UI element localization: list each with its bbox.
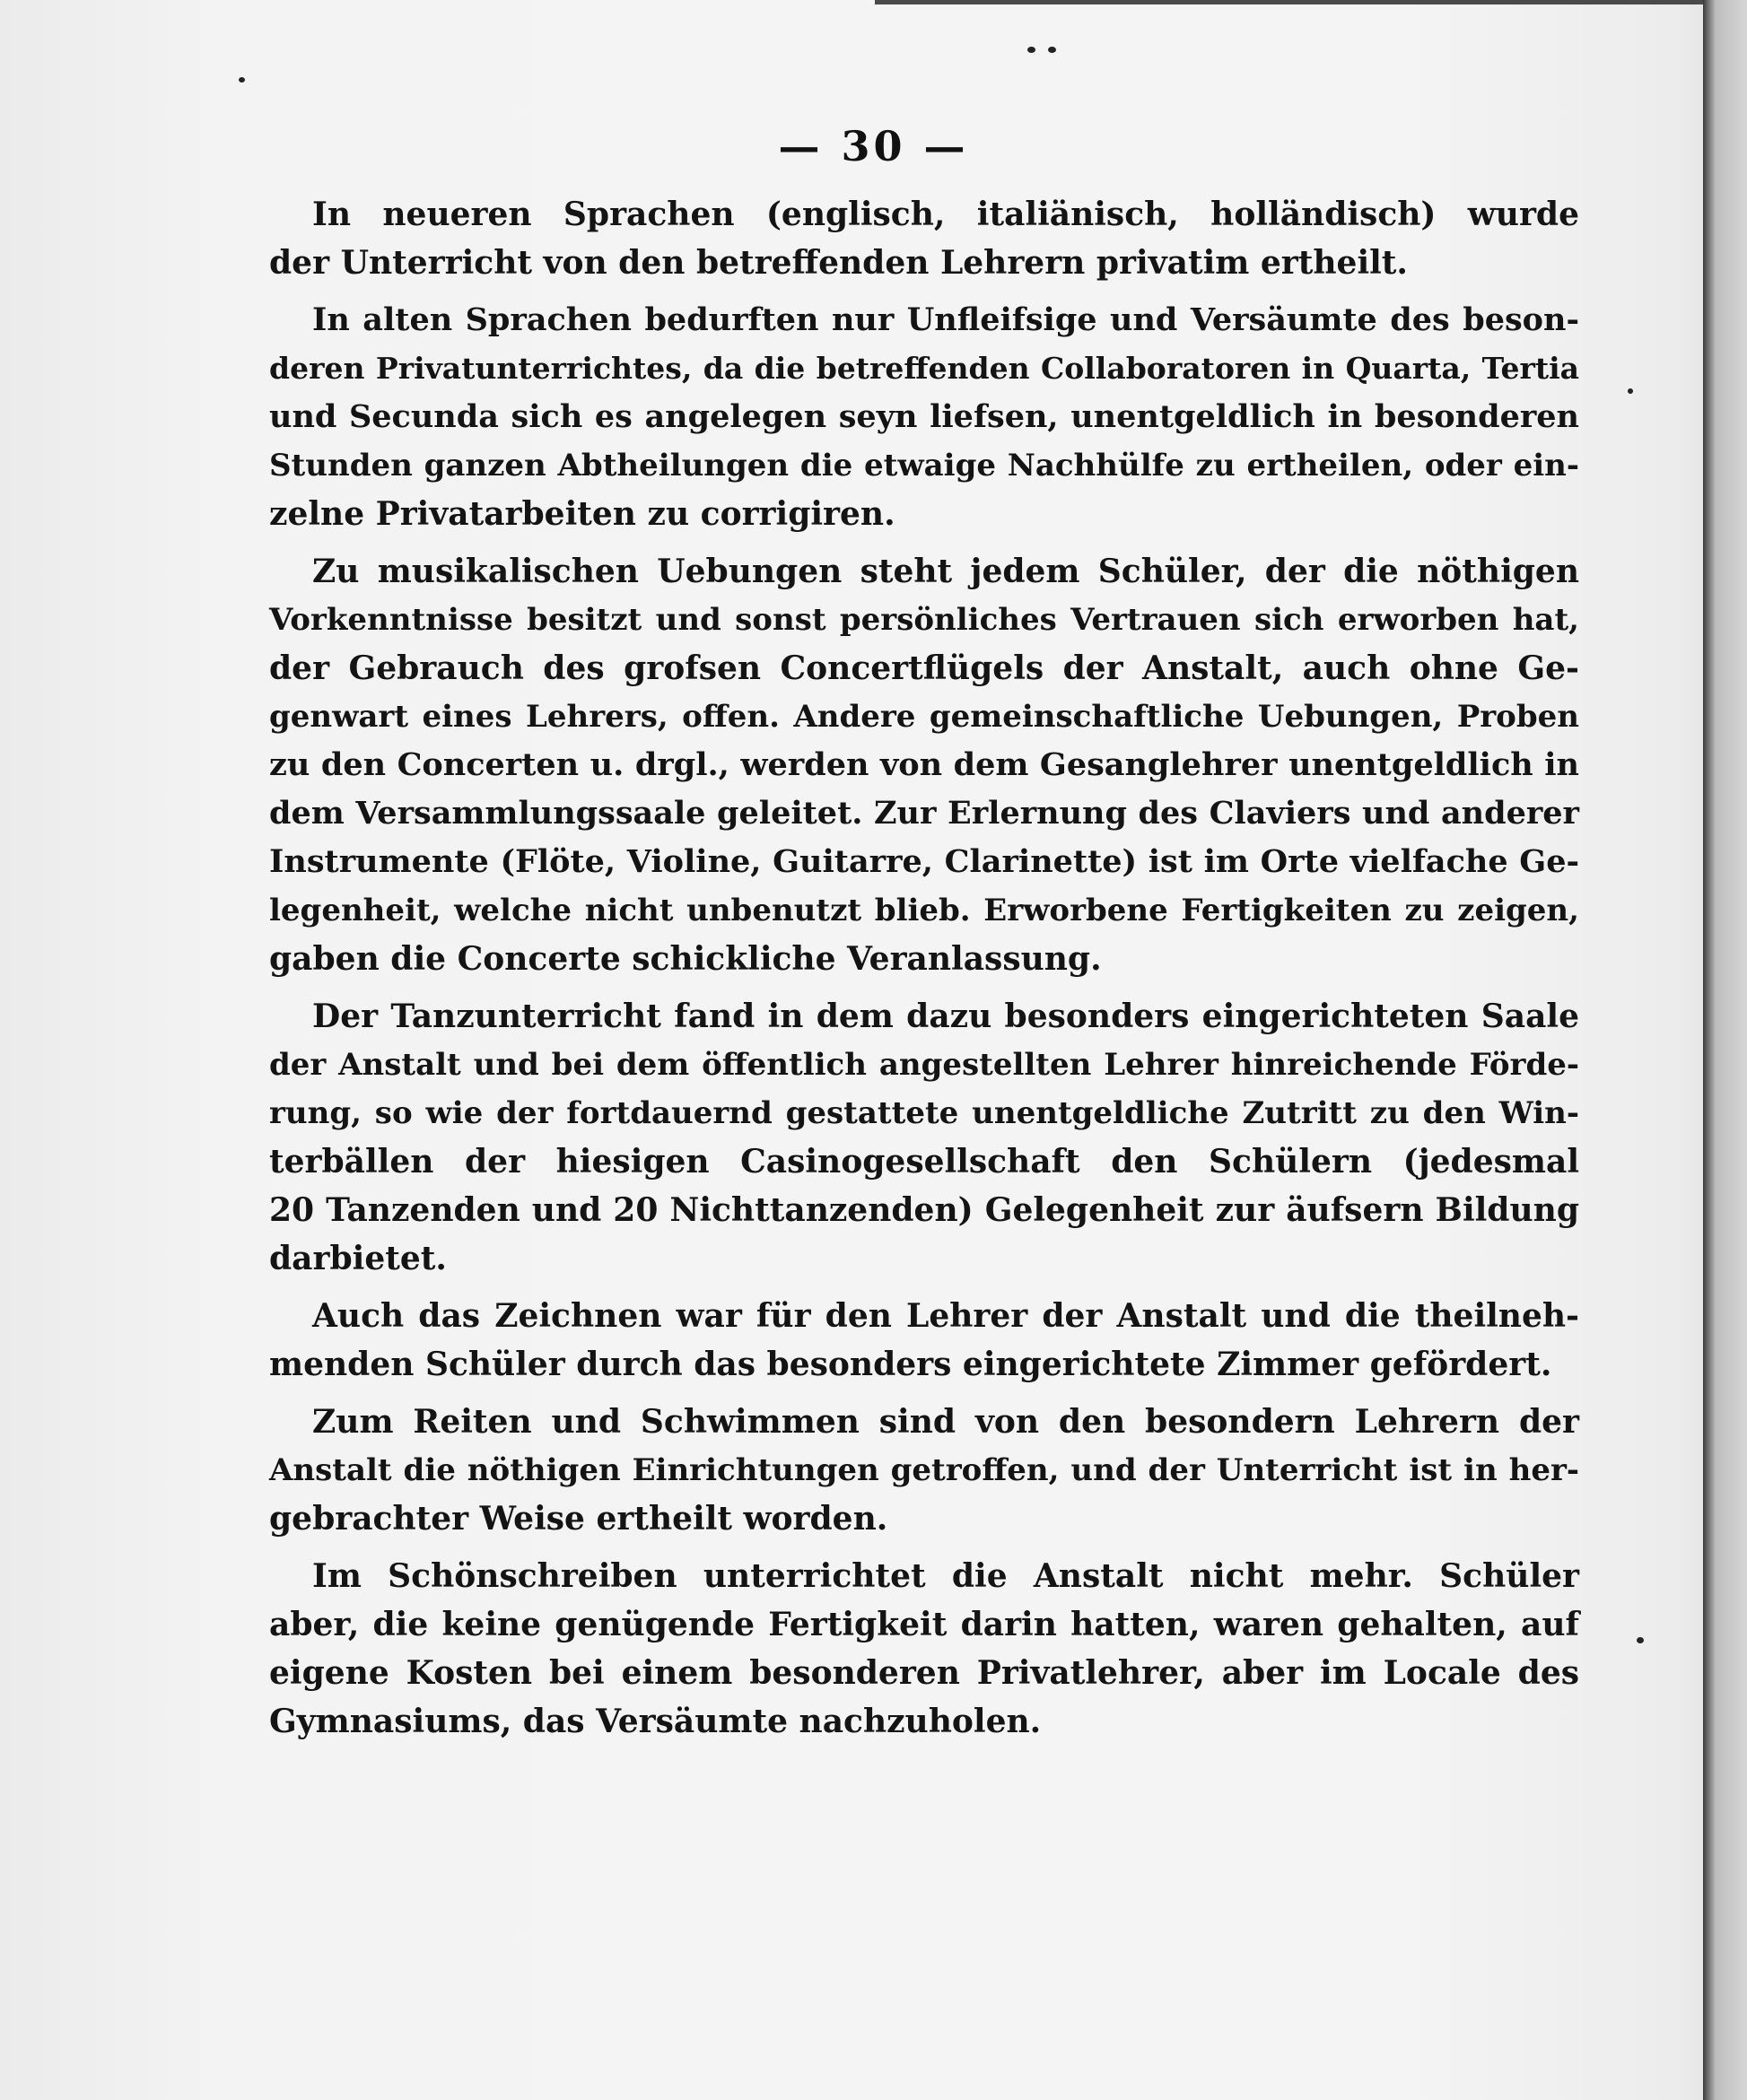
scan-border-line (875, 0, 1705, 4)
paragraph-dance (269, 992, 1579, 1283)
text-line: genwart eines Lehrers, offen. Andere gemeinschaftliche Uebungen, Proben (269, 699, 1579, 735)
text-line: Der Tanzunterricht fand in dem dazu besonders eingerichteten Saale (312, 998, 1579, 1035)
text-line: Instrumente (Flöte, Violine, Guitarre, Clarinette) ist im Orte vielfache Ge- (269, 843, 1579, 880)
paragraph-penmanship (269, 1552, 1579, 1746)
text-line: eigene Kosten bei einem besonderen Privatlehrer, aber im Locale des (269, 1654, 1579, 1692)
text-line: zelne Privatarbeiten zu corrigiren. (269, 495, 895, 533)
text-line: Auch das Zeichnen war für den Lehrer der Anstalt und die theilneh- (312, 1297, 1579, 1335)
page-number-header: — 30 — (778, 122, 969, 170)
text-line: der Anstalt und bei dem öffentlich angestellten Lehrer hinreichende Förde- (269, 1047, 1579, 1083)
text-line: gebrachter Weise ertheilt worden. (269, 1500, 888, 1538)
text-line: Stunden ganzen Abtheilungen die etwaige Nachhülfe zu ertheilen, oder ein- (269, 448, 1579, 484)
text-line: In neueren Sprachen (englisch, italiänisch, holländisch) wurde (312, 196, 1579, 233)
text-line: der Unterricht von den betreffenden Lehrern privatim ertheilt. (269, 244, 1408, 282)
text-line: In alten Sprachen bedurften nur Unfleifsige und Versäumte des beson- (312, 301, 1579, 338)
paragraph-riding-swimming (269, 1398, 1579, 1543)
text-line: legenheit, welche nicht unbenutzt blieb. Erworbene Fertigkeiten zu zeigen, (269, 893, 1579, 928)
text-line: Gymnasiums, das Versäumte nachzuholen. (269, 1703, 1042, 1740)
paragraph-drawing (269, 1292, 1579, 1389)
text-line: dem Versammlungssaale geleitet. Zur Erlernung des Claviers und anderer (269, 795, 1579, 832)
ink-speck (1628, 388, 1633, 394)
paragraph-modern-languages (269, 190, 1579, 287)
body-text (269, 190, 1579, 1746)
text-line: deren Privatunterrichtes, da die betreffenden Collaboratoren in Quarta, Tertia (269, 351, 1579, 386)
paragraph-ancient-languages (269, 296, 1579, 538)
text-line: darbietet. (269, 1240, 447, 1277)
text-line: rung, so wie der fortdauernd gestattete unentgeldliche Zutritt zu den Win- (269, 1095, 1579, 1131)
text-line: Vorkenntnisse besitzt und sonst persönliches Vertrauen sich erworben hat, (269, 602, 1579, 638)
text-line: zu den Concerten u. drgl., werden von dem Gesanglehrer unentgeldlich in (269, 746, 1579, 783)
text-line: gaben die Concerte schickliche Veranlassung. (269, 940, 1102, 978)
text-line: Zu musikalischen Uebungen steht jedem Schüler, der die nöthigen (312, 553, 1579, 590)
ink-speck (1637, 1637, 1644, 1643)
text-line: und Secunda sich es angelegen seyn liefsen, unentgeldlich in besonderen (269, 398, 1579, 435)
ink-speck (1048, 47, 1056, 53)
text-line: Zum Reiten und Schwimmen sind von den besondern Lehrern der (312, 1403, 1579, 1441)
text-line: Im Schönschreiben unterrichtet die Anstalt nicht mehr. Schüler (312, 1557, 1579, 1595)
text-line: der Gebrauch des grofsen Concertflügels der Anstalt, auch ohne Ge- (269, 649, 1579, 687)
text-line: terbällen der hiesigen Casinogesellschaft den Schülern (jedesmal (269, 1143, 1579, 1181)
page-binding-edge (1703, 0, 1747, 2100)
ink-speck (239, 77, 245, 83)
text-line: menden Schüler durch das besonders eingerichtete Zimmer gefördert. (269, 1346, 1552, 1383)
text-line: 20 Tanzenden und 20 Nichttanzenden) Gelegenheit zur äufsern Bildung (269, 1191, 1579, 1229)
text-line: Anstalt die nöthigen Einrichtungen getroffen, und der Unterricht ist in her- (269, 1452, 1579, 1488)
paragraph-music (269, 547, 1579, 983)
ink-speck (1027, 47, 1035, 53)
text-line: aber, die keine genügende Fertigkeit darin hatten, waren gehalten, auf (269, 1606, 1579, 1643)
